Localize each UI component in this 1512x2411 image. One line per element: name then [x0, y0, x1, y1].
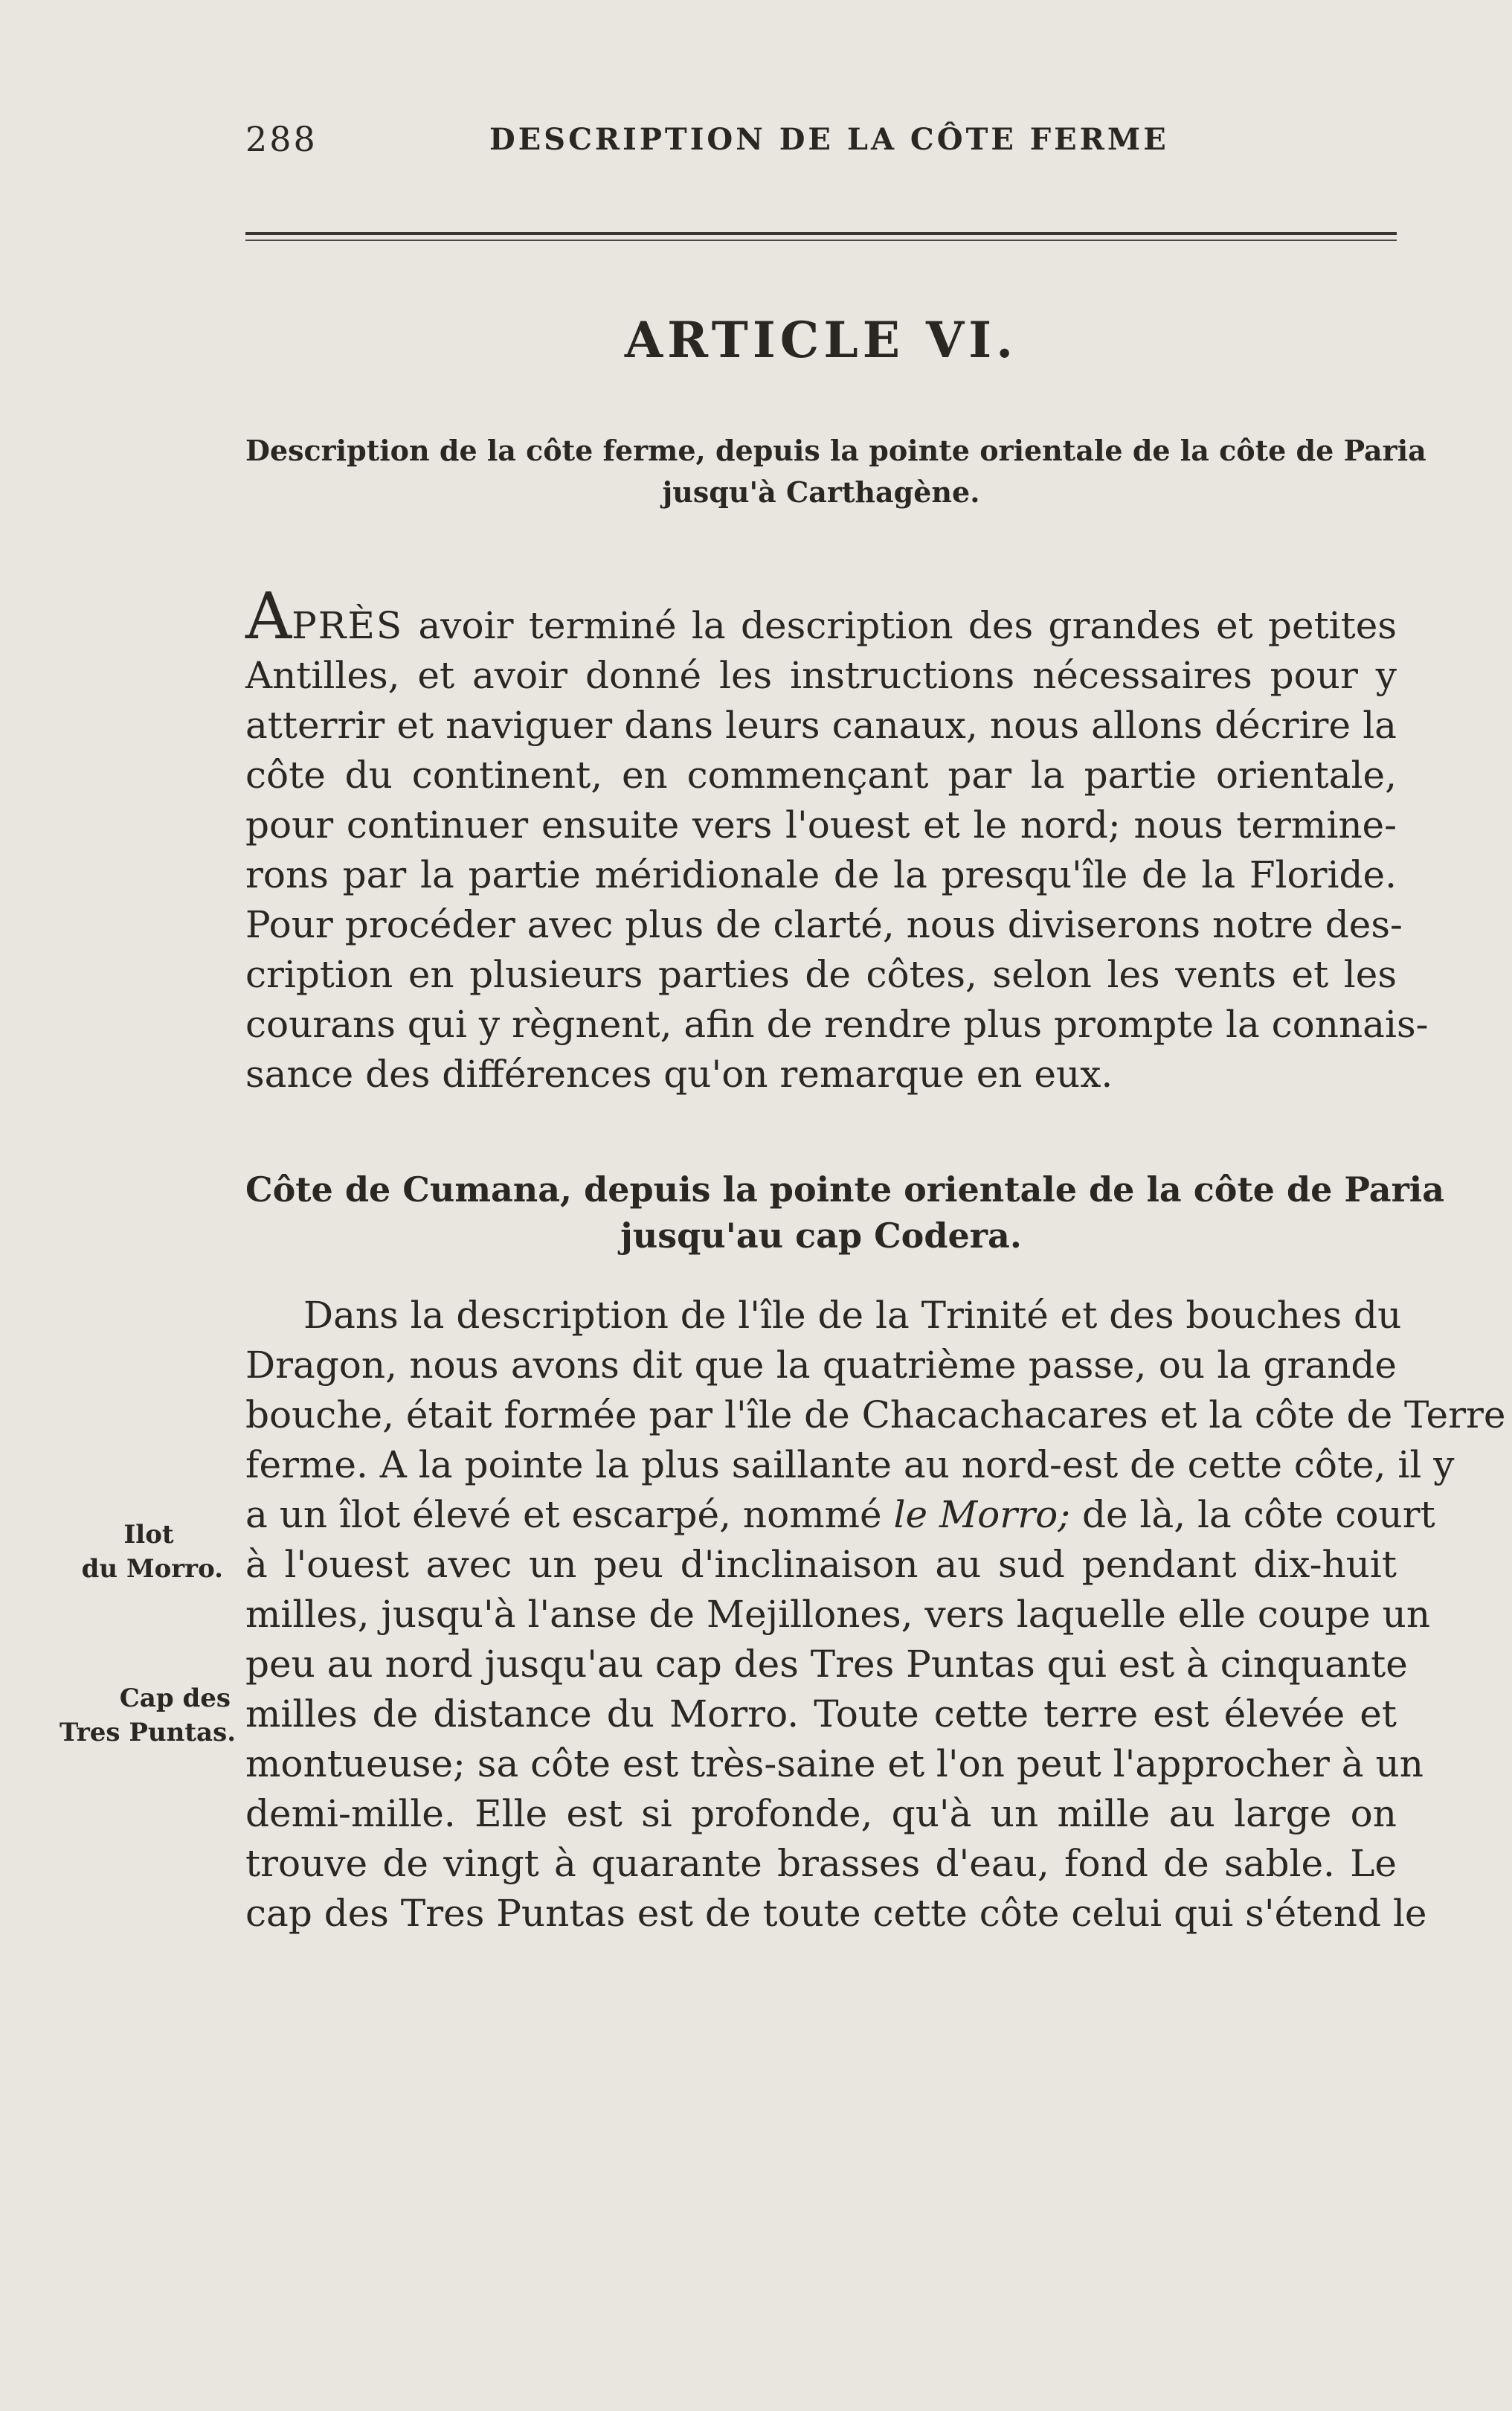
first-line-text: avoir terminé la description des grandes et petites: [403, 604, 1397, 647]
smallcaps-word: PRÈS: [292, 604, 404, 647]
paragraph-line: bouche, était formée par l'île de Chacachacares et la côte de Terre: [245, 1393, 1506, 1436]
paragraph-line: peu au nord jusqu'au cap des Tres Puntas qui est à cinquante: [245, 1643, 1408, 1686]
paragraph-line: cap des Tres Puntas est de toute cette côte celui qui s'étend le: [245, 1892, 1427, 1935]
italic-name: le Morro;: [893, 1493, 1071, 1536]
line-text: a un îlot élevé et escarpé, nommé: [245, 1493, 894, 1536]
paragraph-line: atterrir et naviguer dans leurs canaux, nous allons décrire la: [245, 704, 1397, 747]
paragraph-line: Pour procéder avec plus de clarté, nous diviserons notre des-: [245, 903, 1403, 946]
running-head: [245, 119, 1398, 171]
paragraph-line: Dragon, nous avons dit que la quatrième passe, ou la grande: [245, 1343, 1397, 1387]
header-rule-thick: [245, 232, 1397, 235]
section-heading: [245, 1166, 1445, 1259]
article-heading: ARTICLE VI.: [624, 311, 1018, 369]
marginal-note-line: Ilot: [123, 1520, 174, 1550]
running-title: DESCRIPTION DE LA CÔTE FERME: [489, 122, 1169, 157]
section-heading-line: Côte de Cumana, depuis la pointe orientale de la côte de Paria: [245, 1169, 1445, 1210]
paragraph-line: demi-mille. Elle est si profonde, qu'à un mille au large on: [245, 1792, 1397, 1835]
paragraph-line: trouve de vingt à quarante brasses d'eau, fond de sable. Le: [245, 1842, 1397, 1885]
page-number: 288: [245, 119, 318, 159]
paragraph-line: milles, jusqu'à l'anse de Mejillones, vers laquelle elle coupe un: [245, 1593, 1431, 1636]
marginal-note-line: Cap des: [119, 1683, 231, 1713]
marginal-note: [74, 1518, 223, 1586]
paragraph-2: [245, 1291, 1506, 1939]
paragraph-line: côte du continent, en commençant par la partie orientale,: [245, 754, 1397, 797]
summary-line: jusqu'à Carthagène.: [662, 475, 980, 509]
paragraph-line: à l'ouest avec un peu d'inclinaison au sud pendant dix-huit: [245, 1543, 1397, 1586]
drop-cap: A: [245, 580, 292, 654]
paragraph-line: sance des différences qu'on remarque en eux.: [245, 1053, 1113, 1096]
paragraph-line: pour continuer ensuite vers l'ouest et le nord; nous termine-: [245, 803, 1397, 847]
header-rule-thin: [245, 240, 1397, 241]
paragraph-line: rons par la partie méridionale de la presqu'île de la Floride.: [245, 853, 1397, 896]
marginal-note-line: du Morro.: [81, 1554, 223, 1584]
paragraph-line: courans qui y règnent, afin de rendre plus prompte la connais-: [245, 1003, 1429, 1046]
marginal-note-line: Tres Puntas.: [59, 1718, 237, 1747]
paragraph-line: cription en plusieurs parties de côtes, selon les vents et les: [245, 953, 1397, 996]
paragraph-line: [245, 1490, 1435, 1540]
summary-line: Description de la côte ferme, depuis la pointe orientale de la côte de Paria: [245, 434, 1426, 467]
paragraph-line: Antilles, et avoir donné les instructions nécessaires pour y: [245, 654, 1397, 697]
paragraph-line: [245, 580, 1397, 654]
paragraph-line: montueuse; sa côte est très-saine et l'on peut l'approcher à un: [245, 1742, 1423, 1785]
marginal-note: [59, 1681, 237, 1750]
line-text: de là, la côte court: [1070, 1493, 1435, 1536]
section-heading-line: jusqu'au cap Codera.: [620, 1216, 1022, 1256]
paragraph-1: [245, 580, 1429, 1099]
paragraph-line: milles de distance du Morro. Toute cette terre est élevée et: [245, 1692, 1397, 1736]
paragraph-line: Dans la description de l'île de la Trinité et des bouches du: [303, 1294, 1402, 1337]
paragraph-line: ferme. A la pointe la plus saillante au nord-est de cette côte, il y: [245, 1443, 1455, 1486]
article-summary: [245, 430, 1426, 513]
